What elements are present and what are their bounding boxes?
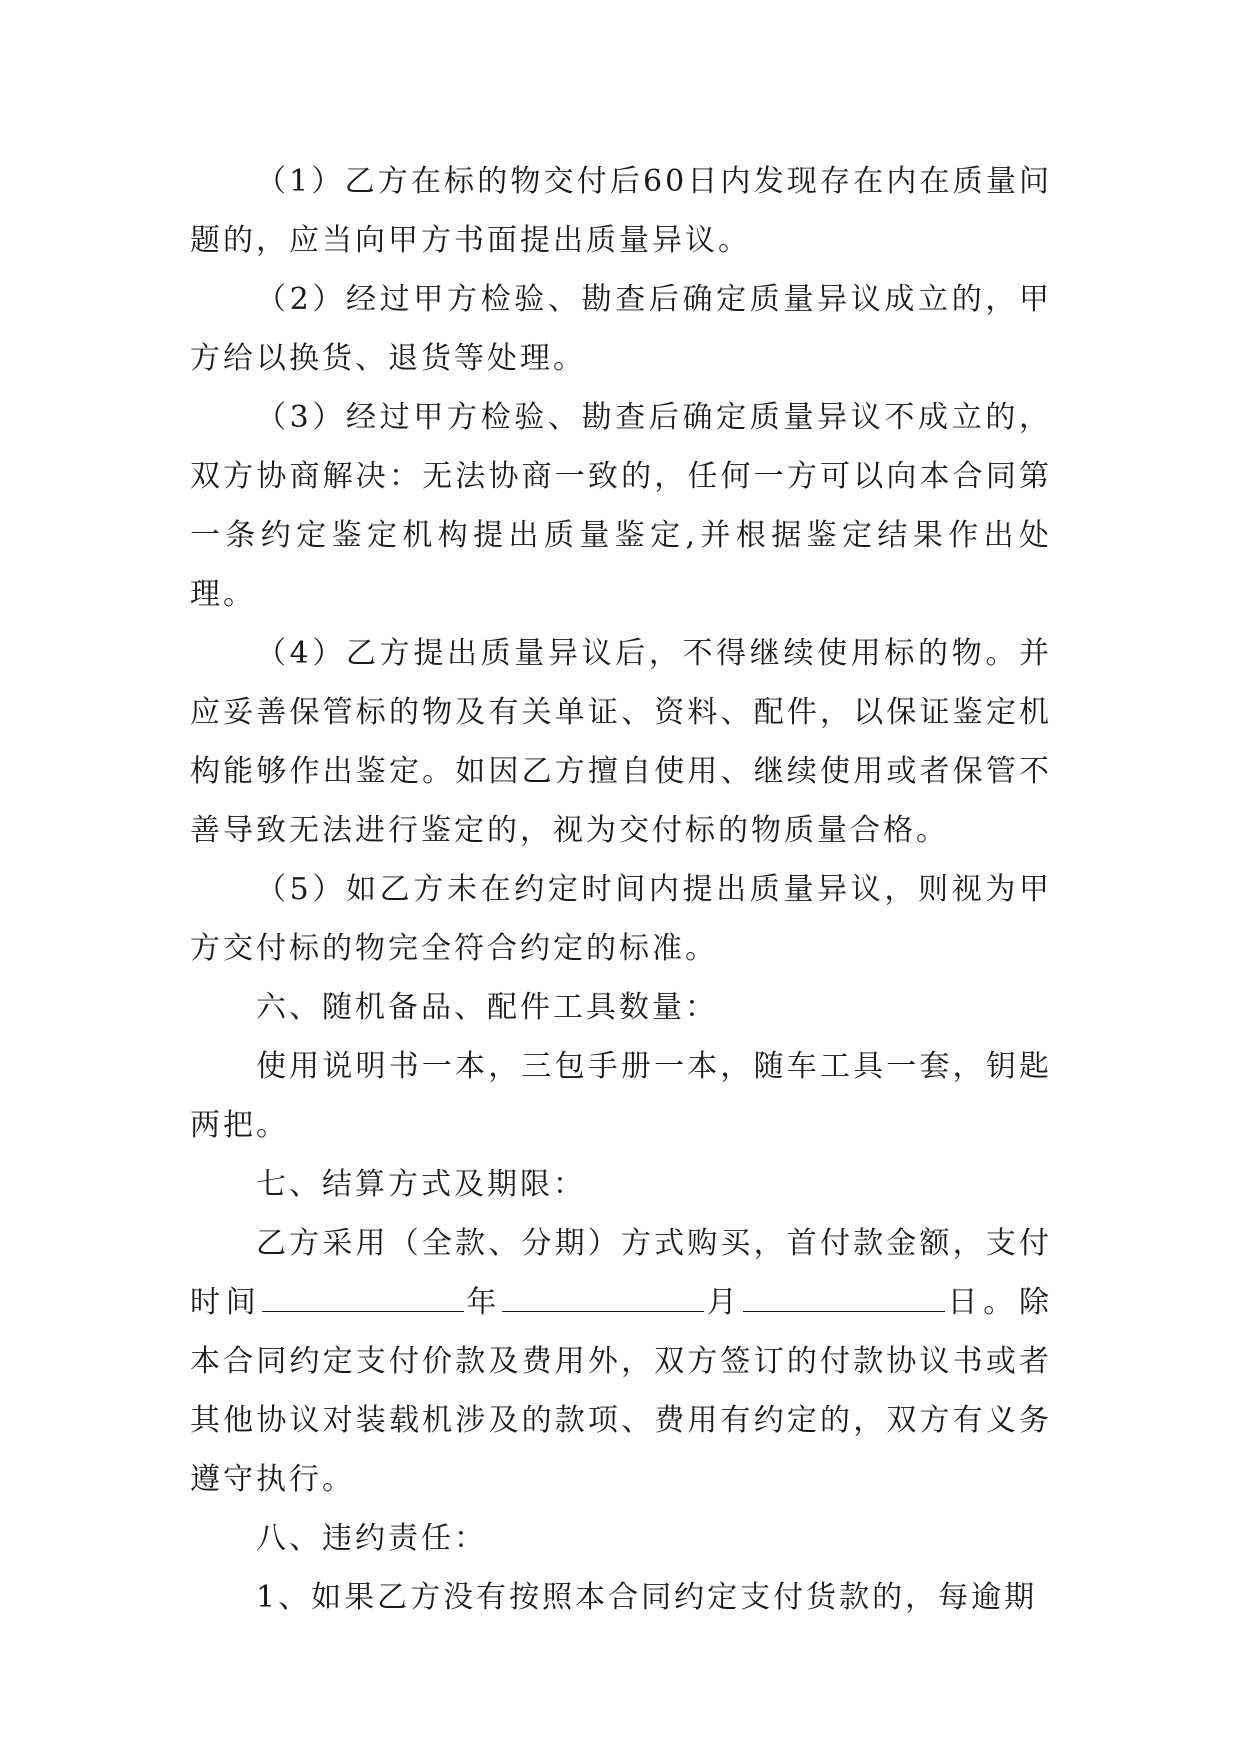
blank-month-field [502,1285,704,1312]
paragraph-quality-objection-2: （2）经过甲方检验、勘查后确定质量异议成立的，甲方给以换货、退货等处理。 [190,282,1052,376]
paragraph-accessories: 使用说明书一本，三包手册一本，随车工具一套，钥匙两把。 [190,1049,1052,1143]
payment-month-label: 月 [704,1285,743,1320]
blank-day-field [743,1285,945,1312]
heading-section-8: 八、违约责任： [256,1521,487,1556]
paragraph-quality-objection-3: （3）经过甲方检验、勘查后确定质量异议不成立的，双方协商解决：无法协商一致的，任何一方可以向本合同第一条约定鉴定机构提出质量鉴定,并根据鉴定结果作出处理。 [190,400,1052,612]
paragraph-quality-objection-4: （4）乙方提出质量异议后，不得继续使用标的物。并应妥善保管标的物及有关单证、资料、配件，以保证鉴定机构能够作出鉴定。如因乙方擅自使用、继续使用或者保管不善导致无法进行鉴定的，视为交付标的物质量合格。 [190,636,1052,848]
payment-day-label: 日。 [944,1285,1020,1320]
payment-intro: 乙方采用（全款、分期）方式购买，首付款金额，支付时间 [190,1226,1052,1320]
heading-section-6: 六、随机备品、配件工具数量： [256,990,718,1025]
blank-year-field [262,1285,464,1312]
paragraph-breach-1: 1、如果乙方没有按照本合同约定支付货款的，每逾期 [256,1580,1038,1615]
payment-year-label: 年 [463,1285,503,1320]
document-body [190,152,1052,1627]
payment-rest: 除本合同约定支付价款及费用外，双方签订的付款协议书或者其他协议对装载机涉及的款项、费用有约定的，双方有义务遵守执行。 [190,1285,1053,1497]
heading-section-7: 七、结算方式及期限： [256,1167,586,1202]
paragraph-payment [190,1214,1052,1509]
paragraph-quality-objection-1: （1）乙方在标的物交付后60日内发现存在内在质量问题的，应当向甲方书面提出质量异议。 [190,164,1052,258]
paragraph-quality-objection-5: （5）如乙方未在约定时间内提出质量异议，则视为甲方交付标的物完全符合约定的标准。 [190,872,1052,966]
